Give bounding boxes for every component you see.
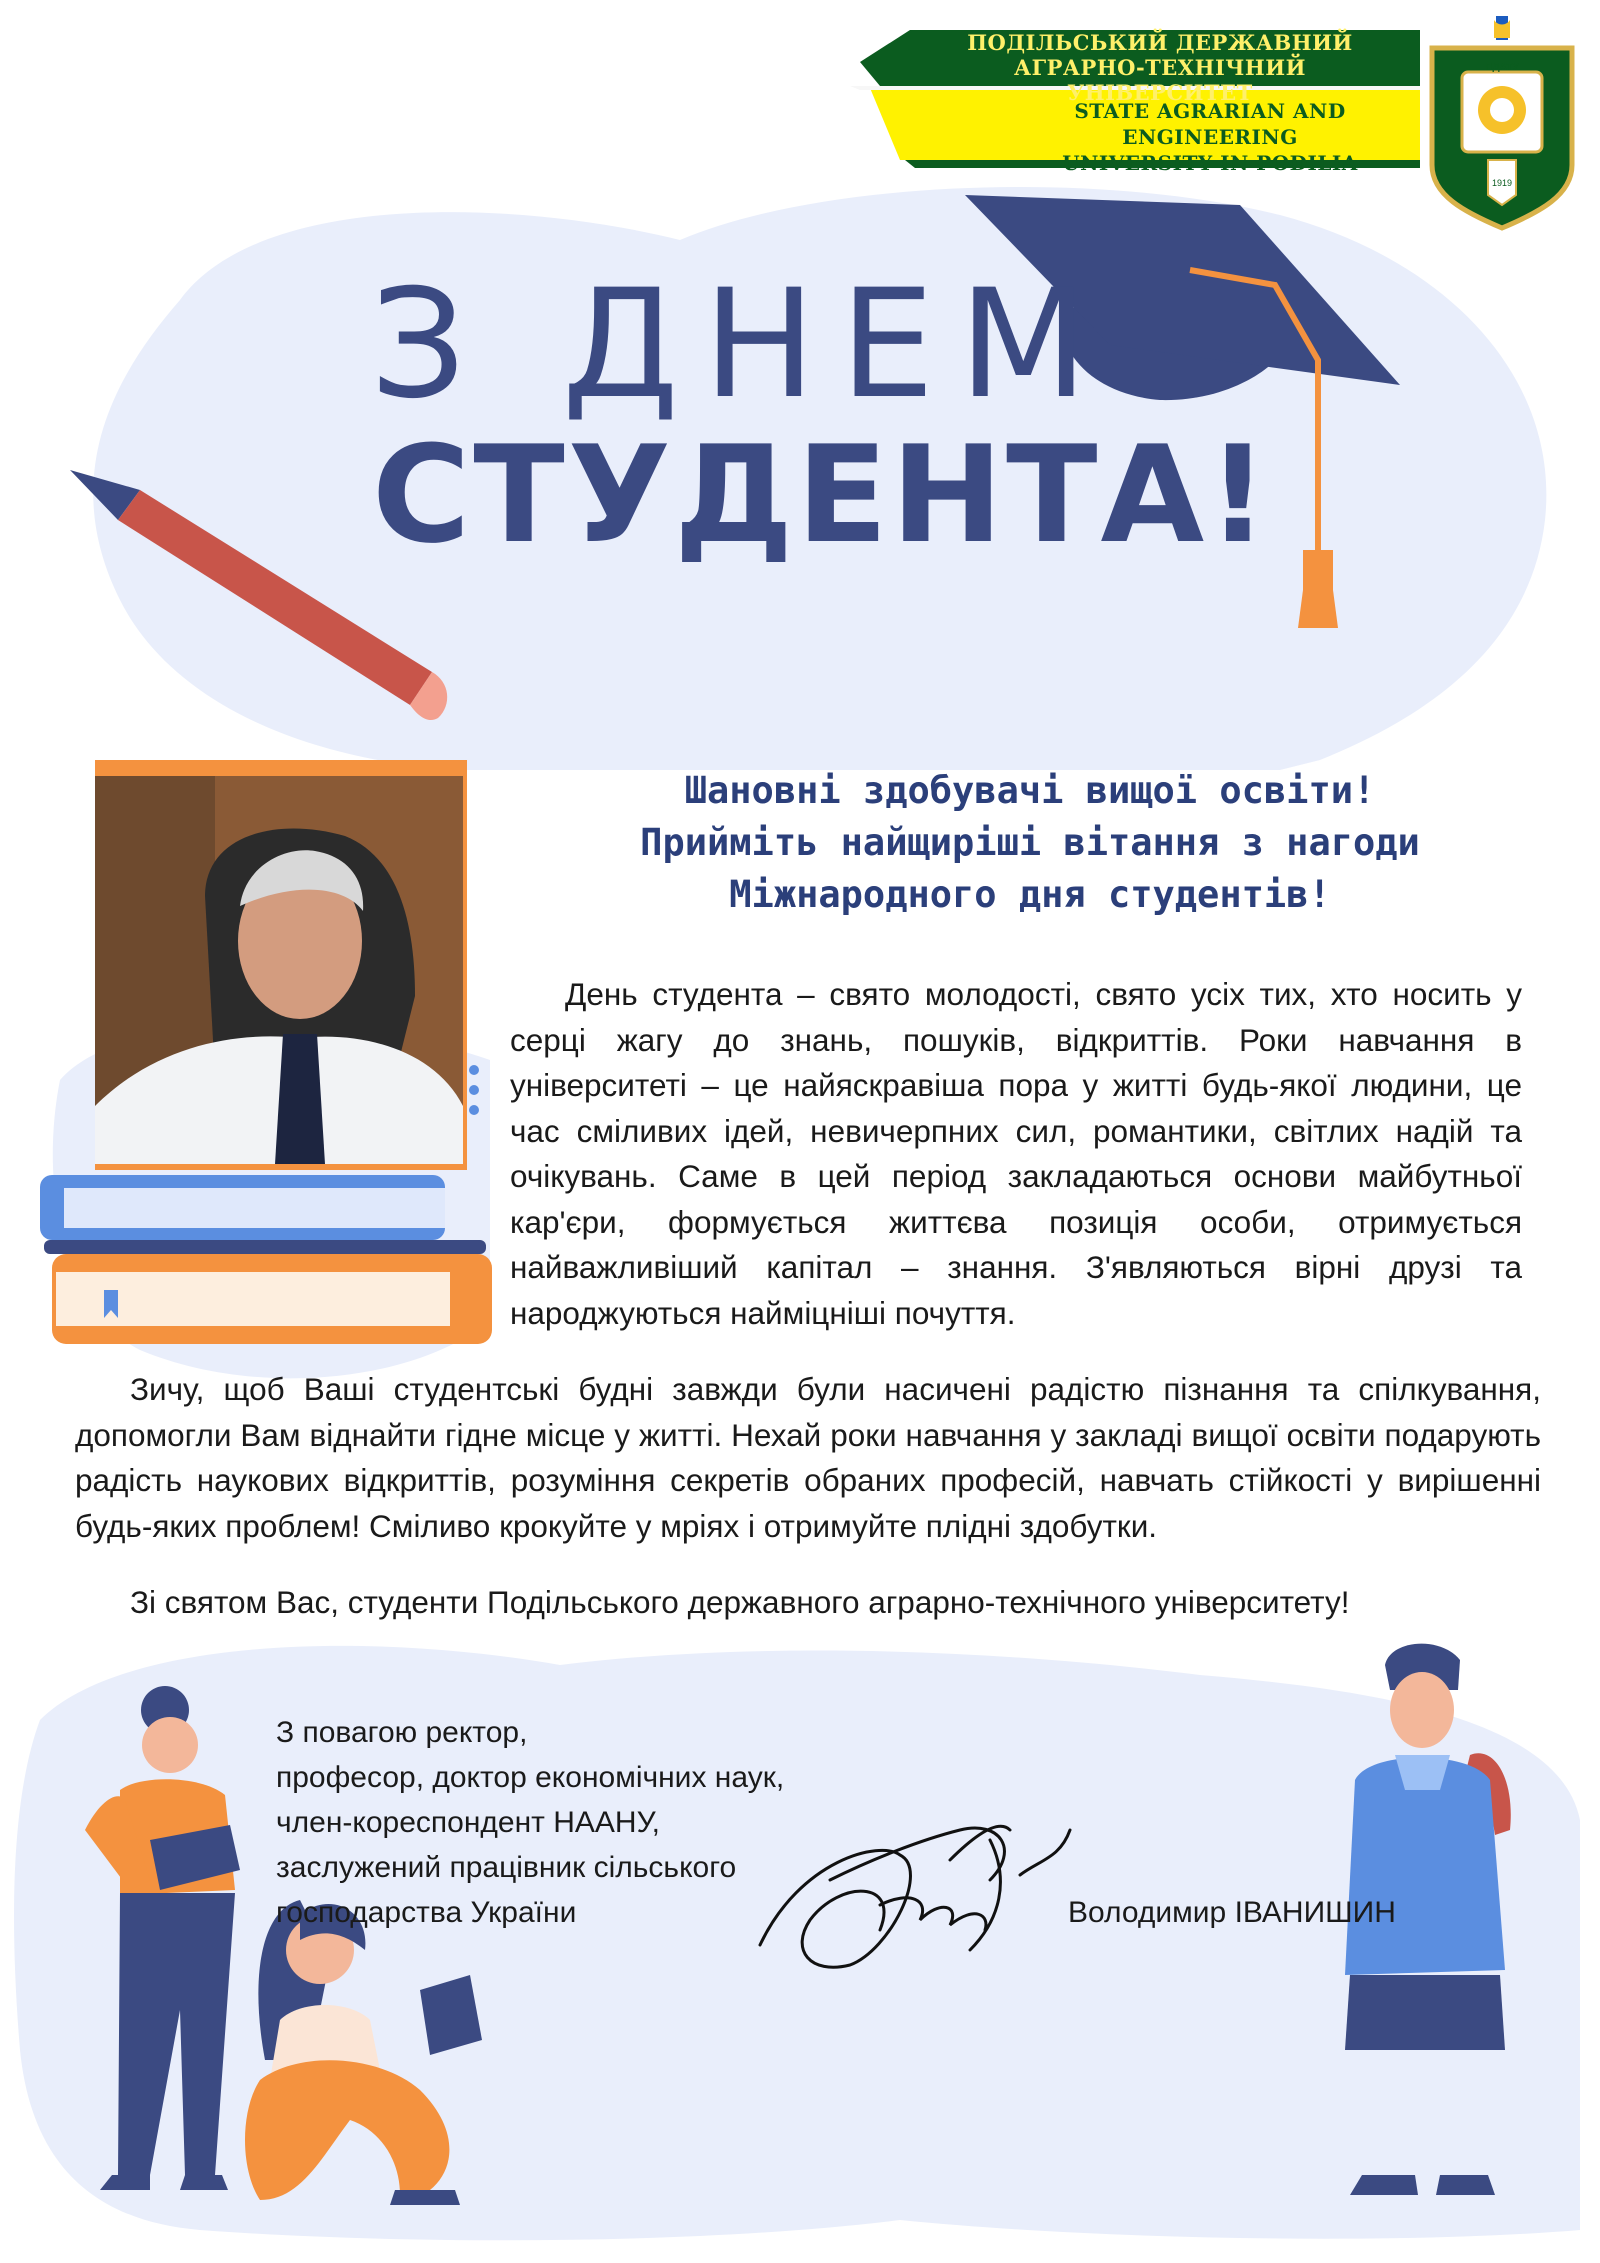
university-emblem [1432, 16, 1572, 228]
title-line1: З ДНЕМ [370, 258, 1113, 432]
greeting-line3: Міжнародного дня студентів! [729, 873, 1331, 916]
body-paragraph-2: Зичу, щоб Ваші студентські будні завжди були насичені радістю пізнання та спілкування, допомогли Вам віднайти гідне місце у житті. Нехай роки навчання у закладі вищої освіти подарують радість наукових відкриттів, розуміння секретів обраних професій, навчать стійкості у вирішенні будь-яких проблем! Сміливо крокуйте у мріях і отримуйте плідні здобутки. [75, 1371, 1541, 1544]
university-name-ua [950, 30, 1370, 105]
emblem-year: 1919 [1491, 178, 1513, 188]
greeting-heading [500, 765, 1560, 921]
signatory-name: Володимир ІВАНИШИН [1068, 1896, 1396, 1929]
university-name-ua-line2: АГРАРНО-ТЕХНІЧНИЙ УНІВЕРСИТЕТ [1014, 55, 1306, 105]
signature-line1: З повагою ректор, [276, 1716, 528, 1749]
greeting-line2: Прийміть найщиріші вітання з нагоди [640, 821, 1420, 864]
body-paragraph-1: День студента – свято молодості, свято усіх тих, хто носить у серці жагу до знань, пошуків, відкриттів. Роки навчання в університеті – це найяскравіша пора у житті будь-якої людини, це час сміливих ідей, невичерпних сил, романтики, світлих надій та очікувань. Саме в цей період закладаються основи майбутньої кар'єри, формується життєва позиція особи, отримується найважливіший капітал – знання. З'являються вірні друзі та народжуються найміцніші почуття. [510, 976, 1522, 1331]
signature-line4: заслужений працівник сільського [276, 1851, 737, 1884]
university-name-ua-line1: ПОДІЛЬСЬКИЙ ДЕРЖАВНИЙ [967, 30, 1353, 55]
body-paragraph-3: Зі святом Вас, студенти Подільського державного аграрно-технічного університету! [130, 1584, 1350, 1620]
title-line2: СТУДЕНТА! [372, 417, 1272, 573]
signature-line2: професор, доктор економічних наук, [276, 1761, 785, 1794]
greeting-line1: Шановні здобувачі вищої освіти! [684, 769, 1376, 812]
signature-block [276, 1710, 876, 1935]
signature-line3: член-кореспондент НААНУ, [276, 1806, 660, 1839]
signature-line5: господарства України [276, 1896, 577, 1929]
university-name-en-line2: UNIVERSITY IN PODILIA [1062, 151, 1358, 175]
emblem-label: ПДАТУ [1485, 62, 1519, 73]
rector-portrait-photo [95, 776, 463, 1164]
university-name-en [1010, 98, 1410, 176]
university-name-en-line1: STATE AGRARIAN AND ENGINEERING [1074, 99, 1346, 149]
